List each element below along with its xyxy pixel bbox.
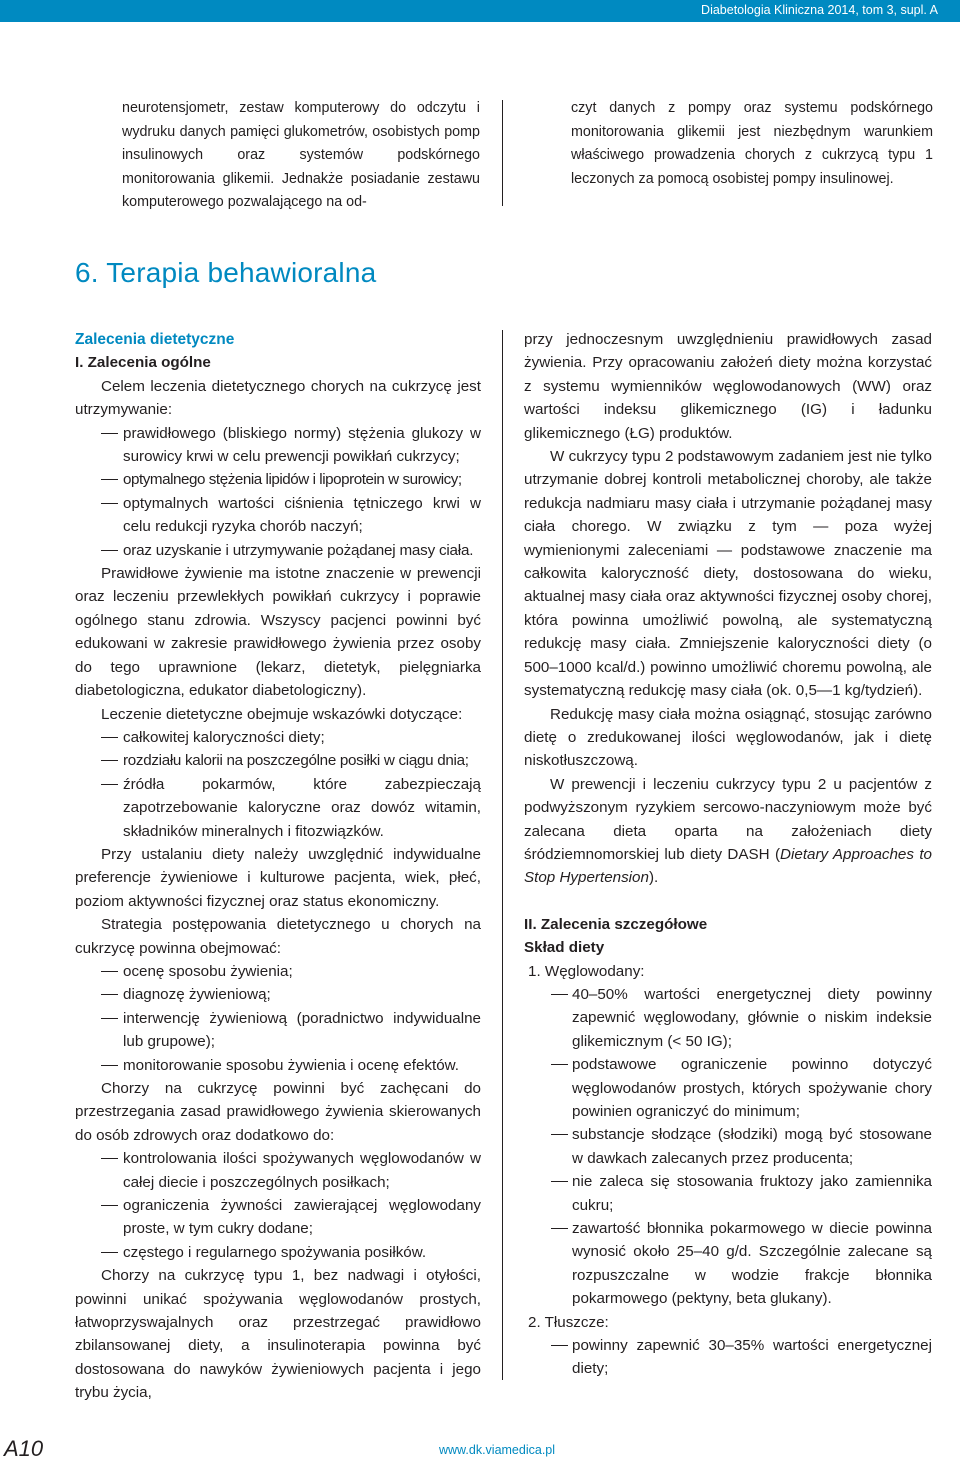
paragraph: przy jednoczesnym uwzględnieniu prawidłowych zasad żywienia. Przy opracowaniu założeń diety można korzystać z systemu wymienników węglowodanowych (WW) oraz wartości indeksu glikemicznego (IG) i ładunku glikemicznego (ŁG) produktów. (524, 331, 932, 442)
paragraph: Chorzy na cukrzycę typu 1, bez nadwagi i otyłości, powinni unikać spożywania węglowodanów prostych, łatwoprzyswajalnych oraz przestrzegać prawidłowo zbilansowanej diety, a insulinoterapia powinna być dostosowana do nawyków żywieniowych pacjenta i jego trybu życia, (75, 1267, 481, 1402)
list-item: całkowitej kaloryczności diety; (75, 726, 481, 749)
list-item: podstawowe ograniczenie powinno dotyczyć węglowodanów prostych, których spożywanie chory powinien ograniczyć do minimum; (524, 1053, 932, 1123)
page-number: A10 (4, 1436, 44, 1461)
paragraph: Celem leczenia dietetycznego chorych na cukrzycę jest utrzymywanie: (75, 377, 481, 419)
top-right-paragraph: czyt danych z pompy oraz systemu podskórnego monitorowania glikemii jest niezbędnym warunkiem właściwego prowadzenia chorych z cukrzycą typu 1 leczonych za pomocą osobistej pompy insulinowej. (571, 100, 933, 187)
list-item: diagnozę żywieniową; (75, 983, 481, 1006)
top-left-paragraph: neurotensjometr, zestaw komputerowy do odczytu i wydruku danych pamięci glukometrów, osobistych pomp insulinowych oraz systemów podskórnego monitorowania glikemii. Jednakże posiadanie zestawu komputerowego pozwalającego na od- (122, 100, 480, 211)
roman-heading-general: I. Zalecenia ogólne (75, 354, 211, 372)
list-item: monitorowanie sposobu żywienia i ocenę efektów. (75, 1054, 481, 1077)
running-header (0, 0, 960, 22)
list-item: częstego i regularnego spożywania posiłków. (75, 1241, 481, 1264)
paragraph: Leczenie dietetyczne obejmuje wskazówki dotyczące: (101, 705, 463, 723)
left-column (75, 328, 481, 1405)
roman-heading-detailed: II. Zalecenia szczegółowe (524, 915, 708, 933)
column-divider-top (502, 100, 503, 206)
list-item: ocenę sposobu żywienia; (75, 960, 481, 983)
list-item: optymalnego stężenia lipidów i lipoprotein w surowicy; (75, 468, 481, 491)
list-item: oraz uzyskanie i utrzymywanie pożądanej masy ciała. (75, 539, 481, 562)
list-item: kontrolowania ilości spożywanych węglowodanów w całej diecie i poszczególnych posiłkach; (75, 1147, 481, 1194)
list-item: 40–50% wartości energetycznej diety powinny zapewnić węglowodany, głównie o niskim indeksie glikemicznym (< 50 IG); (524, 983, 932, 1053)
text-run: W prewencji i leczeniu cukrzycy typu 2 u pacjentów z podwyższonym ryzykiem sercowo-naczyniowym może być zalecana dieta oparta na założeniach diety śródziemnomorskiej lub diety DASH ( (524, 775, 932, 863)
list-item: interwencję żywieniową (poradnictwo indywidualne lub grupowe); (75, 1007, 481, 1054)
spacer (524, 890, 932, 913)
paragraph: Przy ustalaniu diety należy uwzględnić indywidualne preferencje żywieniowe i kulturowe pacjenta, wiek, płeć, poziom aktywności fizycznej oraz status ekonomiczny. (75, 845, 481, 910)
list-item: substancje słodzące (słodziki) mogą być stosowane w dawkach zalecanych przez producenta; (524, 1123, 932, 1170)
paragraph-dash (524, 773, 932, 890)
list-item: zawartość błonnika pokarmowego w diecie powinna wynosić około 25–40 g/d. Szczególnie zalecane są rozpuszczalne w wodzie frakcje błonnika pokarmowego (pektyny, beta glukany). (524, 1217, 932, 1311)
list-item: prawidłowego (bliskiego normy) stężenia glukozy w surowicy krwi w celu prewencji powikłań cukrzycy; (75, 422, 481, 469)
paragraph: Prawidłowe żywienie ma istotne znaczenie w prewencji oraz leczeniu przewlekłych powikłań cukrzycy i poprawie ogólnego stanu zdrowia. Wszyscy pacjenci powinni być edukowani w zakresie prawidłowego żywienia przez osoby do tego uprawnione (lekarz, dietetyk, pielęgniarka diabetologiczna, edukator diabetologiczny). (75, 565, 481, 700)
paragraph: Strategia postępowania dietetycznego u chorych na cukrzycę powinna obejmować: (75, 916, 481, 957)
column-divider-main (502, 330, 503, 1380)
paragraph: W cukrzycy typu 2 podstawowym zadaniem jest nie tylko utrzymanie dobrej kontroli metabolicznej choroby, ale także redukcja nadmiaru masy ciała i utrzymanie pożądanej masy ciała chorego. W związku z tym — poza wyżej wymienionymi zaleceniami — podstawowe znaczenie ma całkowita kaloryczność diety, dostosowana do wieku, aktualnej masy ciała oraz aktywności fizycznej osoby chorej, która powinna umożliwić powolną, ale systematyczną redukcję masy ciała. Zmniejszenie kaloryczności diety (o 500–1000 kcal/d.) powinno umożliwić choremu powolną, ale systematyczną redukcję masy ciała (ok. 0,5—1 kg/tydzień). (524, 448, 932, 700)
subheading-diet: Zalecenia dietetyczne (75, 331, 235, 348)
list-item: nie zaleca się stosowania fruktozy jako zamiennika cukru; (524, 1170, 932, 1217)
numbered-item: 2. Tłuszcze: (528, 1313, 609, 1331)
paragraph: Redukcję masy ciała można osiągnąć, stosując zarówno dietę o zredukowanej ilości węglowodanów, jak i dietę niskotłuszczową. (524, 705, 932, 770)
italic-term: Dietary Approaches to Stop Hypertension (524, 845, 932, 887)
list-item: rozdziału kalorii na poszczególne posiłki w ciągu dnia; (75, 749, 481, 772)
paragraph: Chorzy na cukrzycę powinni być zachęcani do przestrzegania zasad prawidłowego żywienia skierowanych do osób zdrowych oraz dodatkowo do: (75, 1080, 481, 1144)
list-item: źródła pokarmów, które zabezpieczają zapotrzebowanie kaloryczne oraz dowóz witamin, składników mineralnych i fitozwiązków. (75, 773, 481, 843)
list-item: optymalnych wartości ciśnienia tętniczego krwi w celu redukcji ryzyka chorób naczyń; (75, 492, 481, 539)
subheading-composition: Skład diety (524, 939, 605, 957)
journal-citation: Diabetologia Kliniczna 2014, tom 3, supl. A (701, 3, 938, 17)
footer-url: www.dk.viamedica.pl (439, 1443, 556, 1457)
list-item: powinny zapewnić 30–35% wartości energetycznej diety; (524, 1334, 932, 1381)
section-title: 6. Terapia behawioralna (75, 257, 377, 288)
text-run: ). (648, 869, 659, 887)
list-item: ograniczenia żywności zawierającej węglowodany proste, w tym cukry dodane; (75, 1194, 481, 1241)
numbered-item: 1. Węglowodany: (528, 962, 645, 980)
right-column (524, 328, 932, 1381)
